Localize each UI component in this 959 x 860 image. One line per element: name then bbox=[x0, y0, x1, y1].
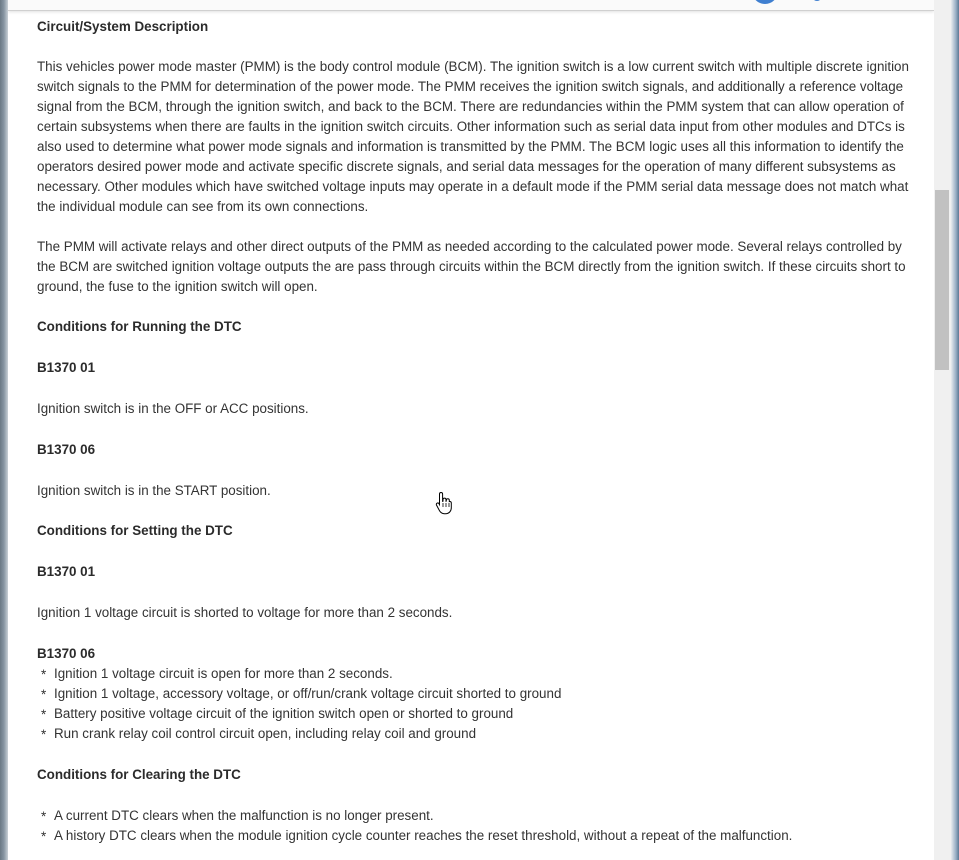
help-icon[interactable] bbox=[812, 0, 822, 1]
section-heading-circuit: Circuit/System Description bbox=[37, 19, 209, 34]
background-window-edge-right bbox=[951, 0, 959, 860]
user-avatar-icon[interactable] bbox=[752, 0, 778, 4]
scrollbar-thumb[interactable] bbox=[935, 190, 949, 370]
setting-condition-01: Ignition 1 voltage circuit is shorted to voltage for more than 2 seconds. bbox=[37, 605, 453, 620]
list-item: * A history DTC clears when the module ignition cycle counter reaches the reset threshold, without a repeat of the malfunction. bbox=[37, 826, 922, 846]
section-heading-setting: Conditions for Setting the DTC bbox=[37, 523, 233, 538]
paragraph-pmm-relays: The PMM will activate relays and other direct outputs of the PMM as needed according to the calculated power mode. Several relays controlled by the BCM are switched ignition voltage outputs the are pass through circuits within the BCM directly from the ignition switch. If these circuits short to ground, the fuse to the ignition switch will open. bbox=[37, 239, 906, 294]
list-item: * Battery positive voltage circuit of the ignition switch open or shorted to ground bbox=[37, 704, 922, 724]
vertical-scrollbar[interactable] bbox=[934, 0, 951, 860]
document-content bbox=[37, 17, 922, 846]
running-condition-01: Ignition switch is in the OFF or ACC positions. bbox=[37, 401, 309, 416]
setting-conditions-list bbox=[37, 664, 922, 744]
list-item: * A current DTC clears when the malfunction is no longer present. bbox=[37, 806, 922, 826]
dtc-code-setting-01: B1370 01 bbox=[37, 564, 96, 579]
dtc-code-setting-06: B1370 06 bbox=[37, 646, 96, 661]
panel-header-bar bbox=[8, 0, 934, 11]
document-panel bbox=[8, 0, 934, 860]
paragraph-circuit-description: This vehicles power mode master (PMM) is the body control module (BCM). The ignition switch is a low current switch with multiple discrete ignition switch signals to the PMM for determination of the power mode. The PMM receives the ignition switch signals, and additionally a reference voltage signal from the BCM, through the ignition switch, and back to the BCM. There are redundancies within the PMM system that can allow operation of certain subsystems when there are faults in the ignition switch circuits. Other information such as serial data input from other modules and DTCs is also used to determine what power mode signals and information is transmitted by the PMM. The BCM logic uses all this information to identify the operators desired power mode and activate specific discrete signals, and serial data messages for the operation of many different subsystems as necessary. Other modules which have switched voltage inputs may operate in a default mode if the PMM serial data message does not match what the individual module can see from its own connections. bbox=[37, 59, 909, 214]
clearing-conditions-list bbox=[37, 806, 922, 846]
list-item: * Run crank relay coil control circuit open, including relay coil and ground bbox=[37, 724, 922, 744]
section-heading-running: Conditions for Running the DTC bbox=[37, 319, 242, 334]
dtc-code-running-01: B1370 01 bbox=[37, 360, 96, 375]
dtc-code-running-06: B1370 06 bbox=[37, 442, 96, 457]
background-window-edge-left bbox=[0, 0, 8, 860]
section-heading-clearing: Conditions for Clearing the DTC bbox=[37, 767, 241, 782]
hand-pointer-icon bbox=[434, 491, 454, 515]
running-condition-06: Ignition switch is in the START position. bbox=[37, 483, 271, 498]
list-item: * Ignition 1 voltage, accessory voltage, or off/run/crank voltage circuit shorted to ground bbox=[37, 684, 922, 704]
list-item: * Ignition 1 voltage circuit is open for more than 2 seconds. bbox=[37, 664, 922, 684]
